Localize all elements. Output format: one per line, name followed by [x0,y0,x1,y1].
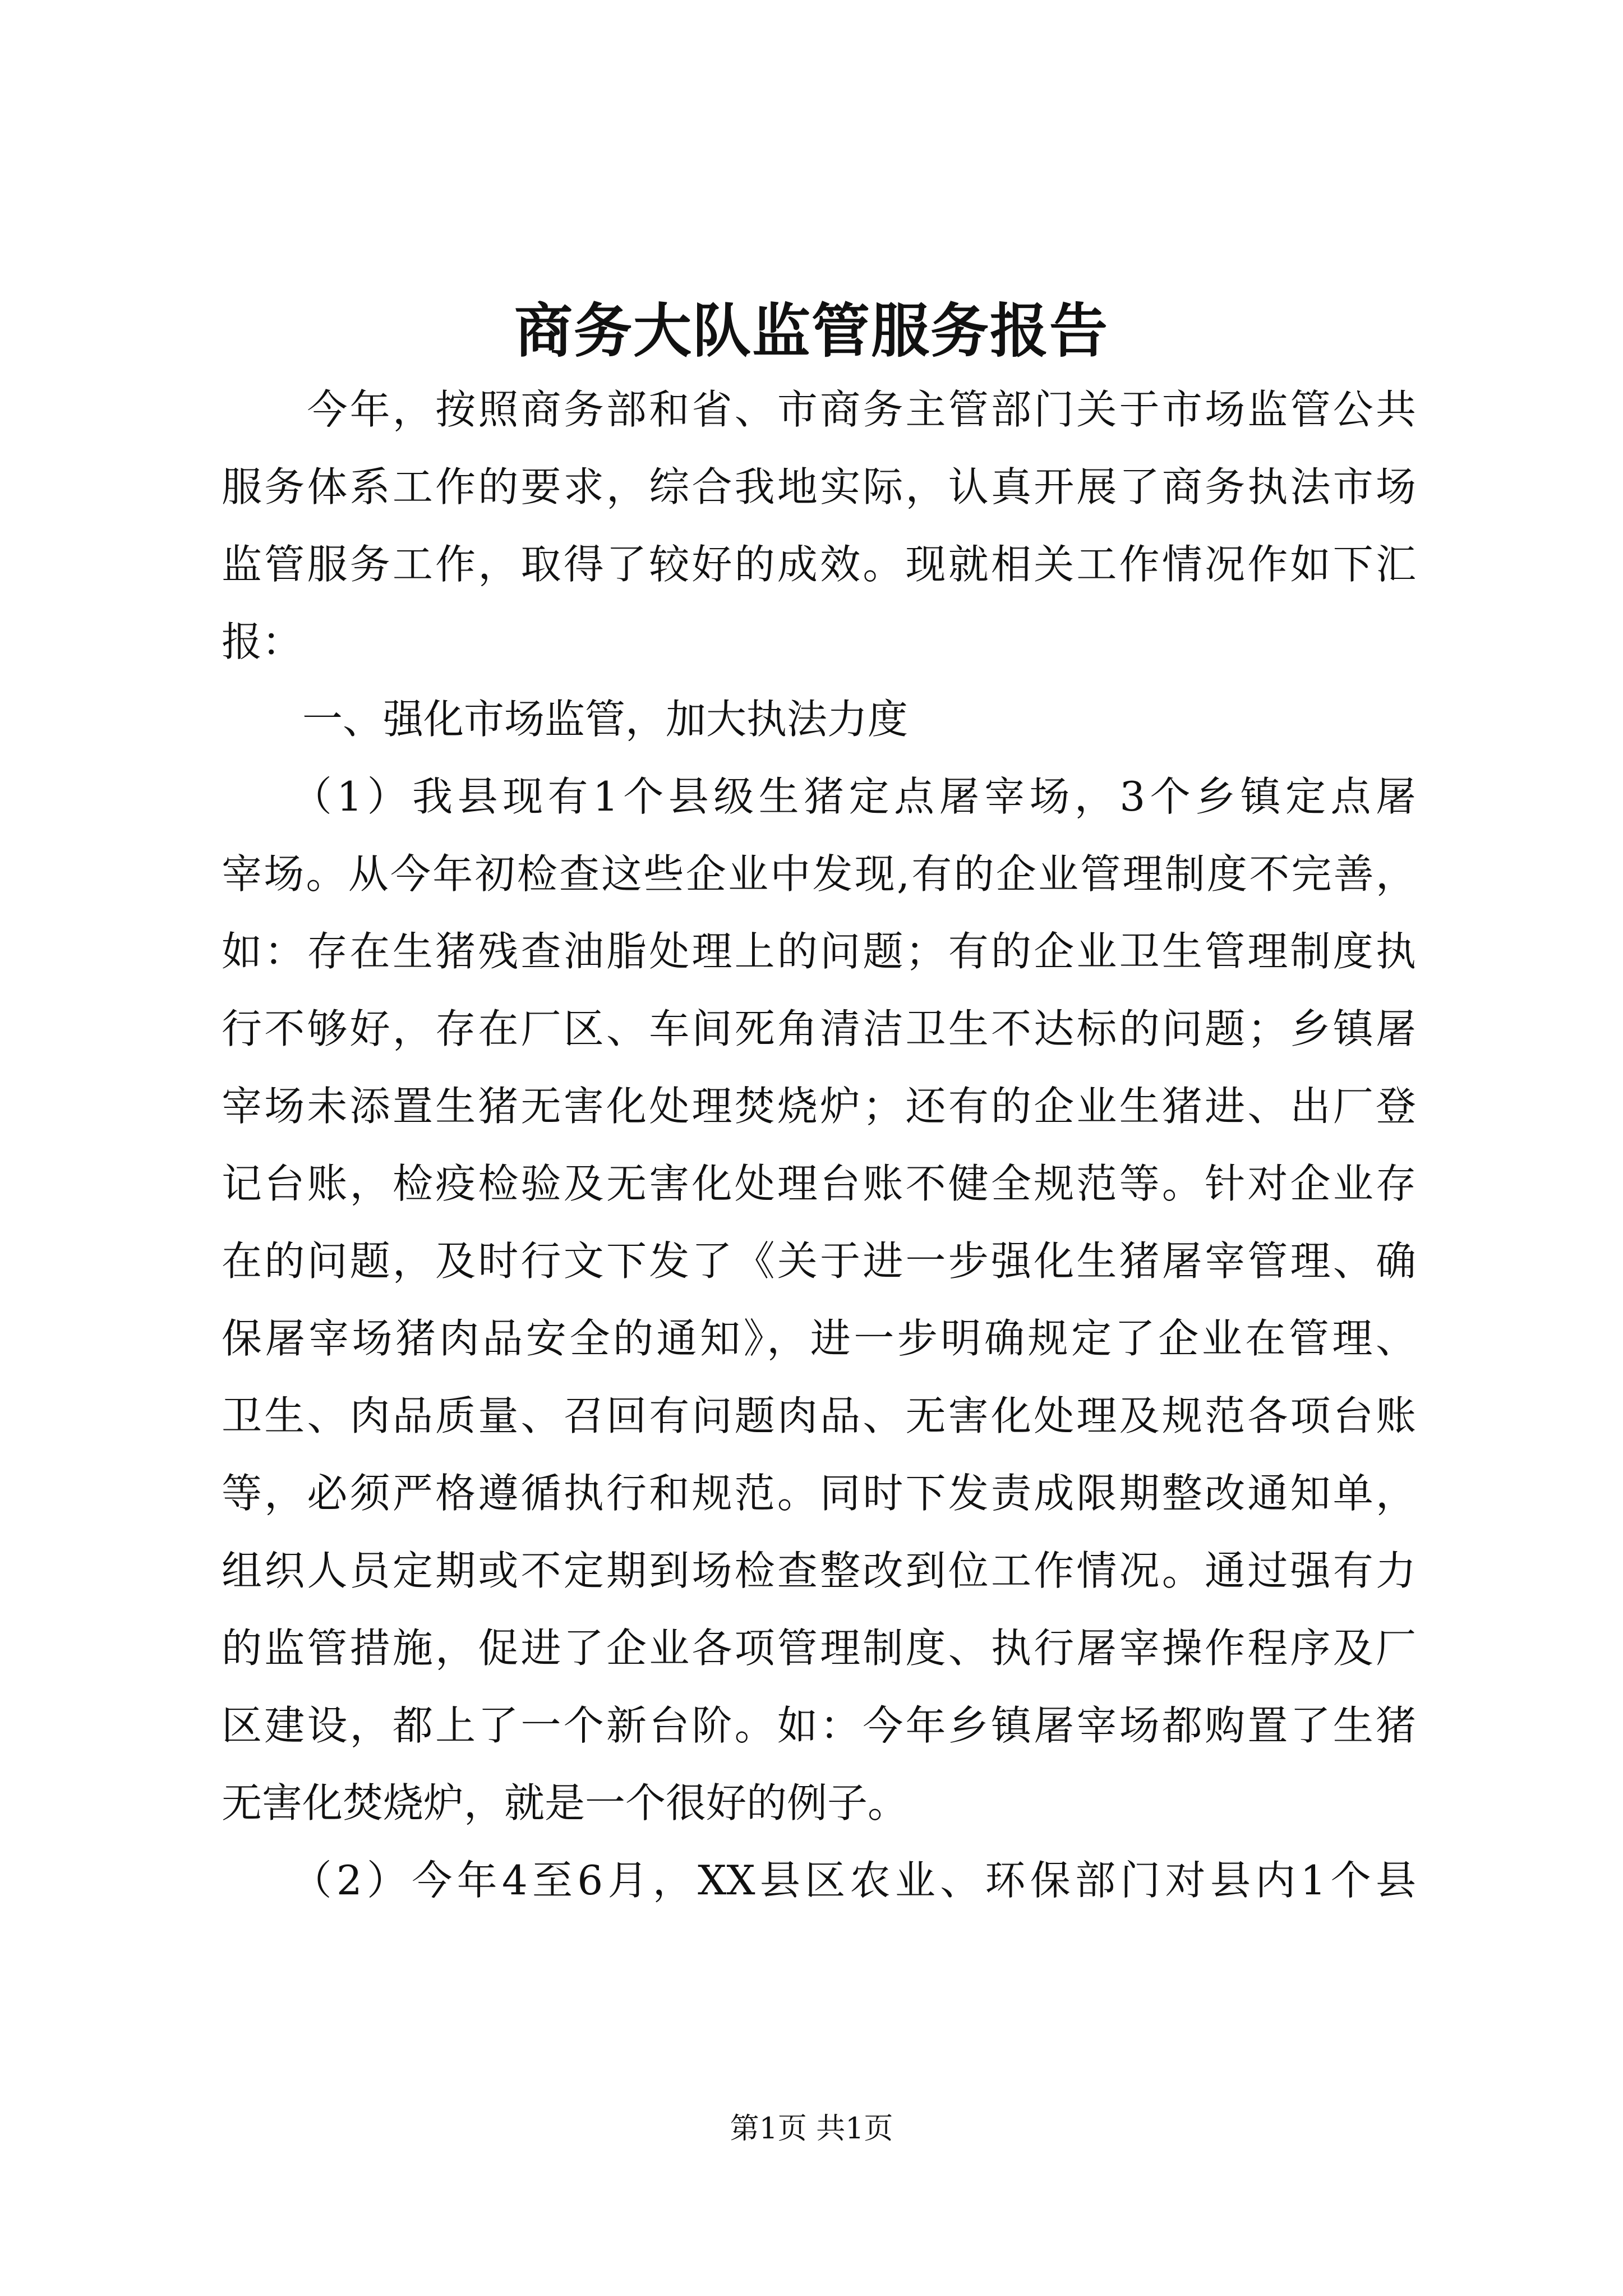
section-heading-1: 一、强化市场监管，加大执法力度 [222,696,909,743]
body-line-7: 宰场。从今年初检查这些企业中发现,有的企业管理制度不完善， [222,850,1416,898]
body-line-13: 保屠宰场猪肉品安全的通知》，进一步明确规定了企业在管理、 [222,1315,1416,1362]
body-line-15: 等，必须严格遵循执行和规范。同时下发责成限期整改通知单， [222,1470,1416,1517]
body-line-19: 无害化焚烧炉，就是一个很好的例子。 [222,1779,909,1826]
body-line-18: 区建设，都上了一个新台阶。如：今年乡镇屠宰场都购置了生猪 [222,1702,1416,1749]
page-number-footer: 第1页 共1页 [730,2112,893,2146]
body-line-3: 监管服务工作，取得了较好的成效。现就相关工作情况作如下汇 [222,541,1416,588]
body-line-4: 报： [222,618,303,665]
document-title: 商务大队监管服务报告 [514,296,1109,365]
body-line-9: 行不够好，存在厂区、车间死角清洁卫生不达标的问题；乡镇屠 [222,1005,1416,1052]
body-line-2: 服务体系工作的要求，综合我地实际，认真开展了商务执法市场 [222,463,1416,510]
body-line-17: 的监管措施，促进了企业各项管理制度、执行屠宰操作程序及厂 [222,1625,1416,1672]
body-line-11: 记台账，检疫检验及无害化处理台账不健全规范等。针对企业存 [222,1160,1416,1207]
body-line-12: 在的问题，及时行文下发了《关于进一步强化生猪屠宰管理、确 [222,1237,1416,1285]
body-line-8: 如：存在生猪残查油脂处理上的问题；有的企业卫生管理制度执 [222,928,1416,975]
body-line-6: （1）我县现有1个县级生猪定点屠宰场，3个乡镇定点屠 [222,773,1416,820]
body-line-10: 宰场未添置生猪无害化处理焚烧炉；还有的企业生猪进、出厂登 [222,1083,1416,1130]
body-line-16: 组织人员定期或不定期到场检查整改到位工作情况。通过强有力 [222,1547,1416,1594]
body-line-1: 今年，按照商务部和省、市商务主管部门关于市场监管公共 [222,386,1416,433]
body-line-20: （2）今年4至6月，XX县区农业、环保部门对县内1个县 [222,1857,1416,1904]
body-line-14: 卫生、肉品质量、召回有问题肉品、无害化处理及规范各项台账 [222,1392,1416,1439]
